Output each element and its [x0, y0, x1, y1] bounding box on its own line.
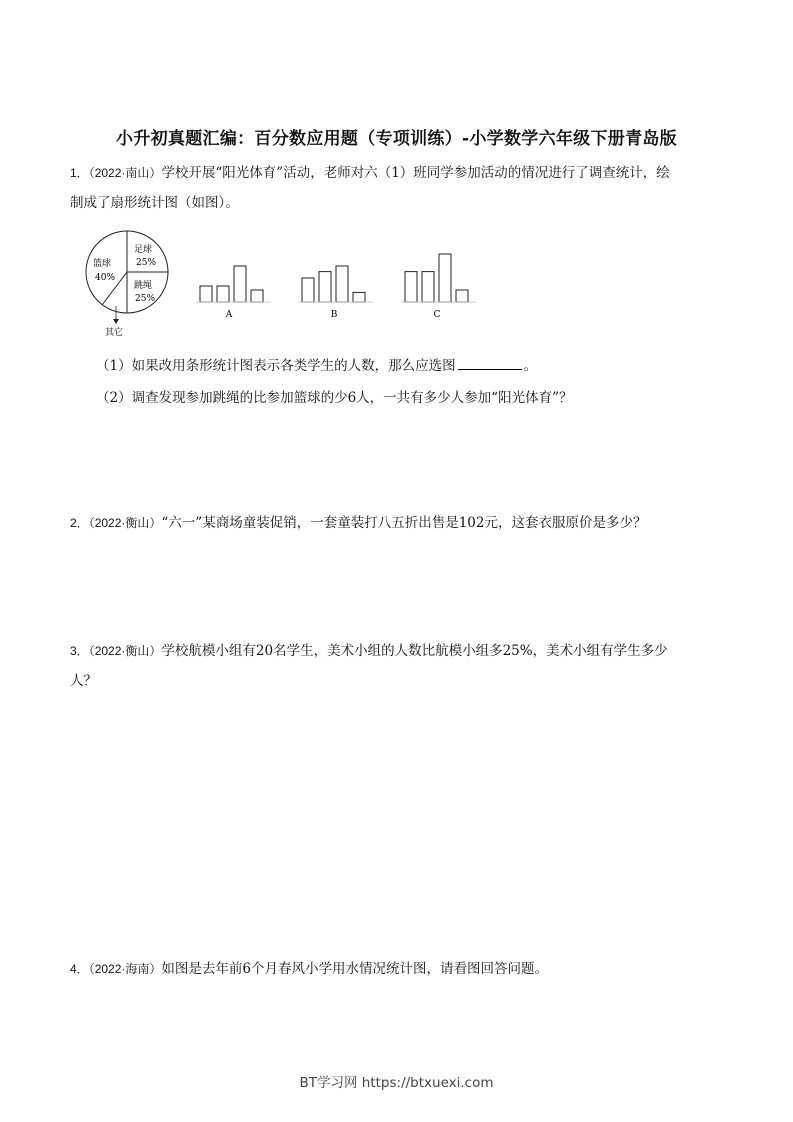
question-4	[70, 954, 548, 984]
question-text: 学校开展“阳光体育”活动，老师对六（1）班同学参加活动的情况进行了调查统计，绘	[161, 165, 670, 181]
bar	[217, 286, 229, 302]
bar	[319, 272, 331, 302]
bar	[302, 278, 314, 302]
bar	[353, 292, 365, 302]
bar	[336, 266, 348, 302]
pie-label-rope-pct: 25%	[135, 294, 156, 304]
bar	[251, 290, 263, 302]
question-number: 4．	[70, 962, 89, 976]
question-number: 3．	[70, 644, 89, 658]
pie-label-football-pct: 25%	[136, 258, 157, 268]
bar	[422, 272, 434, 302]
other-pointer-arrow	[113, 319, 119, 324]
bar-chart-a-label: A	[225, 310, 233, 320]
bar	[456, 290, 468, 302]
question-source: （2022·衡山）	[88, 644, 162, 658]
sub-question-1-end: 。	[523, 358, 538, 374]
pie-chart	[86, 231, 168, 338]
bar-chart-a	[196, 266, 271, 302]
bar	[405, 272, 417, 302]
bar-chart-b-label: B	[330, 310, 338, 320]
question-text: 如图是去年前6个月春风小学用水情况统计图，请看图回答问题。	[161, 961, 548, 977]
bar-chart-c-label: C	[433, 310, 441, 320]
bar	[234, 266, 246, 302]
question-2	[70, 508, 646, 538]
bar-chart-c	[401, 254, 476, 302]
sub-question-2: （2）调查发现参加跳绳的比参加篮球的少6人，一共有多少人参加“阳光体育”？	[96, 390, 573, 406]
pie-label-basketball-pct: 40%	[95, 273, 116, 283]
question-number: 1．	[70, 166, 89, 180]
question-text: “六一”某商场童装促销，一套童装打八五折出售是102元，这套衣服原价是多少？	[161, 515, 647, 531]
bar-chart-b	[298, 266, 373, 302]
pie-label-football: 足球	[134, 245, 153, 255]
question-text-cont: 人？	[70, 673, 97, 689]
question-text: 学校航模小组有20名学生，美术小组的人数比航模小组多25%，美术小组有学生多少	[161, 643, 668, 659]
question-source: （2022·衡山）	[88, 516, 162, 530]
question-source: （2022·海南）	[88, 962, 162, 976]
bar	[200, 286, 212, 302]
question-source: （2022·南山）	[88, 166, 162, 180]
sub-question-1: （1）如果改用条形统计图表示各类学生的人数，那么应选图	[96, 358, 456, 374]
pie-label-rope: 跳绳	[134, 281, 153, 291]
pie-label-other: 其它	[105, 328, 124, 338]
footer-watermark: BT学习网 https://btxuexi.com	[299, 1075, 494, 1091]
page-title: 小升初真题汇编：百分数应用题（专项训练）-小学数学六年级下册青岛版	[116, 129, 677, 149]
pie-label-basketball: 篮球	[93, 259, 112, 269]
question-3	[70, 636, 668, 696]
q1-figure	[80, 222, 480, 344]
bar	[439, 254, 451, 302]
answer-blank[interactable]	[458, 355, 522, 370]
question-text-cont: 制成了扇形统计图（如图）。	[70, 195, 239, 211]
question-number: 2．	[70, 516, 89, 530]
question-1	[70, 158, 670, 218]
question-1-parts	[96, 351, 572, 413]
